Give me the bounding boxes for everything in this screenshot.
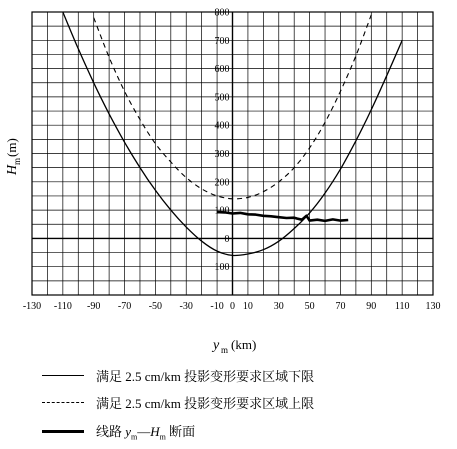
y-tick-label: 200 — [214, 177, 230, 189]
y-axis-title — [4, 138, 22, 176]
legend-item-upper-limit — [42, 393, 314, 412]
x-tick-label: -70 — [117, 301, 132, 312]
y-axis-title-unit: (m) — [4, 138, 19, 157]
legend-label-route-profile: 线路 $y_m—H_m$ 断面 — [96, 424, 196, 442]
x-tick-label: 130 — [425, 301, 441, 312]
y-axis-title-sub: m — [12, 157, 22, 165]
y-tick-label: 100 — [214, 262, 230, 274]
y-tick-label: 100 — [214, 205, 230, 217]
y-axis-title-main: H — [5, 164, 20, 175]
x-axis-title-main: y — [213, 338, 220, 353]
x-axis-title-unit: (km) — [231, 337, 257, 352]
series-line-route-profile — [217, 212, 348, 221]
legend-swatch-thick — [42, 430, 84, 433]
x-tick-label: 30 — [273, 301, 284, 312]
y-tick-label: 700 — [214, 35, 230, 47]
grid — [32, 12, 433, 295]
x-tick-label: -110 — [53, 301, 72, 312]
x-tick-label: 70 — [335, 301, 346, 312]
tick-labels — [23, 8, 441, 313]
legend-label-upper-limit: 满足 2.5 cm/km 投影变形要求区域上限 — [96, 396, 315, 411]
legend-swatch-dashed — [42, 402, 84, 403]
legend-item-route-profile — [42, 421, 195, 442]
y-tick-label: 300 — [214, 149, 230, 160]
x-axis-title — [211, 337, 256, 355]
x-tick-label: 110 — [394, 301, 410, 312]
y-tick-label: 0 — [224, 233, 230, 245]
x-tick-label: -90 — [87, 301, 101, 312]
y-tick-label: 600 — [214, 64, 230, 76]
y-tick-label: 400 — [214, 120, 230, 132]
x-tick-label: 10 — [242, 301, 253, 312]
x-tick-label: -130 — [22, 301, 42, 312]
legend-item-lower-limit — [42, 366, 314, 385]
legend-swatch-solid — [42, 375, 84, 376]
y-tick-label: 500 — [214, 92, 230, 104]
x-tick-label: 0 — [230, 301, 235, 312]
x-tick-label: 50 — [304, 301, 315, 312]
y-tick-label: 800 — [214, 7, 230, 19]
x-tick-label: -50 — [148, 301, 163, 312]
x-tick-label: 90 — [366, 301, 377, 312]
legend-label-lower-limit: 满足 2.5 cm/km 投影变形要求区域下限 — [96, 369, 315, 384]
x-tick-label: -10 — [210, 301, 224, 312]
x-tick-label: -30 — [179, 301, 193, 312]
x-axis-title-sub: m — [221, 345, 229, 355]
